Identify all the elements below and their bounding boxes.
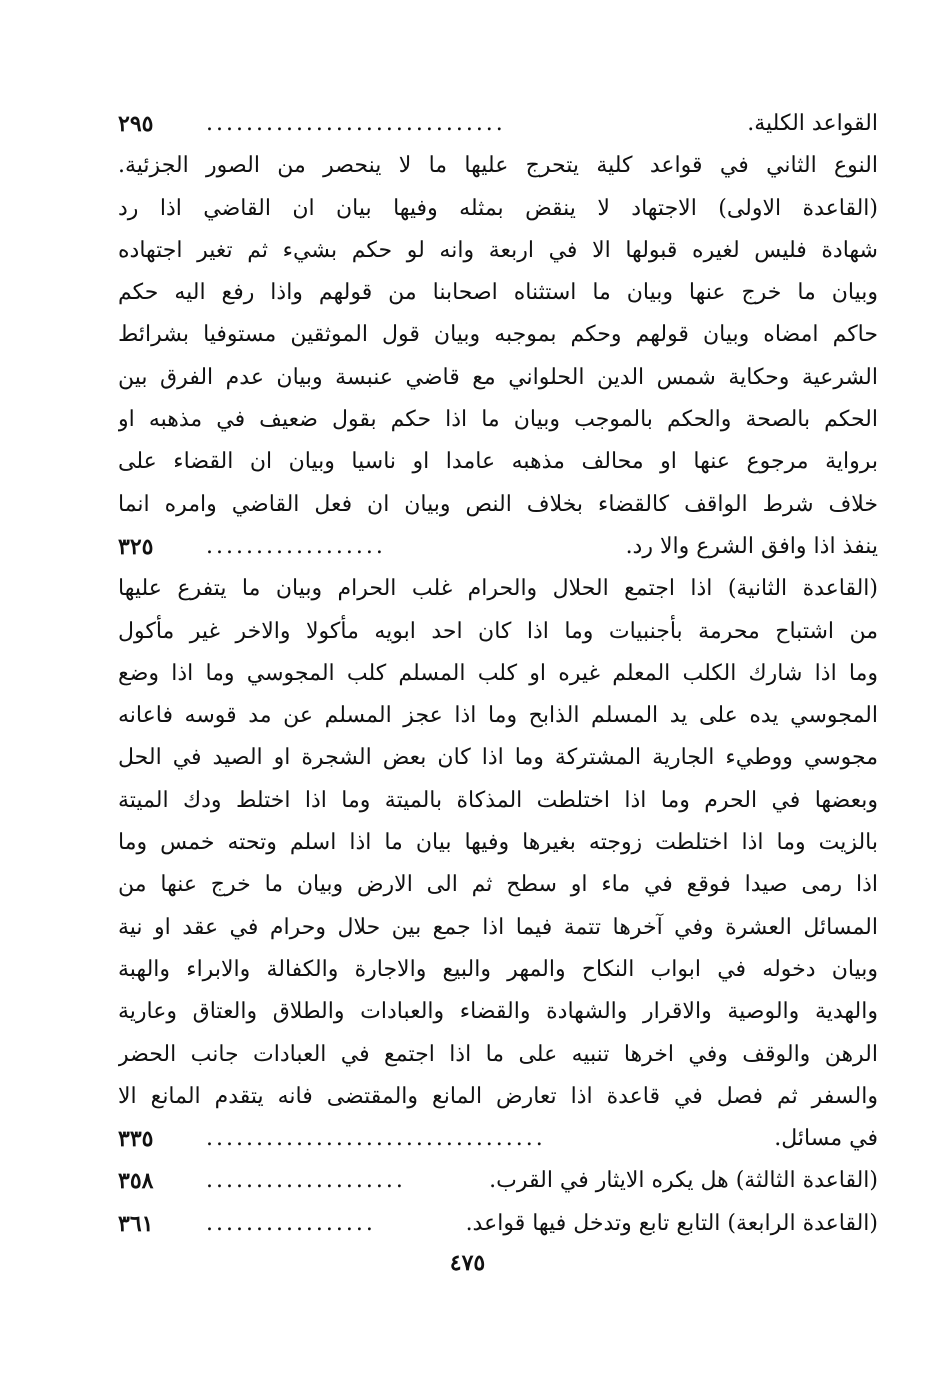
- line-text: وبعضها في الحرم وما اذا اختلطت المذكاة بالميتة وما اذا اختلط ودك الميتة: [118, 787, 878, 813]
- entry-line: [118, 907, 878, 949]
- entry-line: [118, 737, 878, 779]
- line-text: من اشتباح محرمة بأجنبيات وما اذا كان احد ابويه مأكولا والاخر غير مأكول: [118, 618, 878, 644]
- leader-dots: ....................: [206, 1168, 406, 1194]
- entry-line: [118, 1076, 878, 1118]
- entry-title: (القاعدة الثالثة) هل يكره الايثار في القرب.: [489, 1168, 878, 1194]
- toc-entry[interactable]: [118, 1118, 878, 1160]
- entry-line: [118, 399, 878, 441]
- line-text: برواية مرجوع عنها او محالف مذهبه عامدا او ناسيا وبيان ان القضاء على: [118, 449, 878, 475]
- entry-line: [118, 272, 878, 314]
- line-text: (القاعدة الاولى) الاجتهاد لا ينقض بمثله وفيها بيان ان القاضي اذا رد: [118, 195, 878, 221]
- toc-entry[interactable]: [118, 103, 878, 145]
- entry-line: [118, 314, 878, 356]
- line-text: اذا رمى صيدا فوقع في ماء او سطح ثم الى الارض وبيان ما خرج عنها من: [118, 872, 878, 898]
- leader-dots: .................: [206, 1210, 376, 1236]
- entry-line: [118, 780, 878, 822]
- entry-line: [118, 568, 878, 610]
- entry-line: [118, 822, 878, 864]
- table-of-contents: [118, 103, 878, 1245]
- line-text: بالزيت وما اذا اختلطت زوجته بغيرها وفيها بيان ما اذا اسلم وتحته خمس وما: [118, 830, 878, 856]
- entry-line: [118, 1034, 878, 1076]
- line-text: والسفر ثم فصل في قاعدة اذا تعارض المانع والمقتضى فانه يتقدم المانع الا: [118, 1083, 878, 1109]
- entry-line: [118, 695, 878, 737]
- line-text: الرهن والوقف وفي اخرها تنبيه على ما اذا اجتمع في العبادات جانب الحضر: [118, 1041, 878, 1067]
- line-text: وبيان دخوله في ابواب النكاح والمهر والبيع والاجارة والكفالة والابراء والهبة: [118, 956, 878, 982]
- line-text: الشرعية وحكاية شمس الدين الحلواني مع قاضي عنبسة وبيان عدم الفرق بين: [118, 364, 878, 390]
- line-text: خلاف شرط الواقف كالقضاء بخلاف النص وبيان ان فعل القاضي وامره انما: [118, 491, 878, 517]
- entry-line: [118, 441, 878, 483]
- entry-line: [118, 949, 878, 991]
- toc-entry[interactable]: [118, 526, 878, 568]
- page-number: ٣٥٨: [118, 1168, 154, 1195]
- line-text: والهدية والوصية والاقرار والشهادة والقضاء والعبادات والطلاق والعتاق وعارية: [118, 999, 878, 1025]
- section-heading: [118, 145, 878, 187]
- line-text: (القاعدة الثانية) اذا اجتمع الحلال والحرام غلب الحرام وبيان ما يتفرع عليها: [118, 576, 878, 602]
- page-folio-number: ٤٧٥: [449, 1250, 486, 1276]
- line-text: المجوسي يده على يد المسلم الذابح وما اذا عجز المسلم عن مد قوسه فاعانه: [118, 703, 878, 729]
- page-number: ٣٣٥: [118, 1126, 154, 1153]
- entry-last-line: ينفذ اذا وافق الشرع والا رد.: [625, 533, 878, 559]
- entry-line: [118, 188, 878, 230]
- line-text: مجوسي ووطيء الجارية المشتركة وما اذا كان بعض الشجرة او الصيد في الحل: [118, 745, 878, 771]
- line-text: حاكم امضاه وبيان قولهم وحكم بموجبه وبيان قول الموثقين مستوفيا بشرائط: [118, 322, 878, 348]
- line-text: الحكم بالصحة والحكم بالموجب وبيان ما اذا حكم بقول ضعيف في مذهبه او: [118, 407, 878, 433]
- entry-line: [118, 484, 878, 526]
- page-number: ٣٢٥: [118, 533, 154, 560]
- leader-dots: ..............................: [206, 111, 506, 136]
- line-text: شهادة فليس لغيره قبولها الا في اربعة وانه لو حكم بشيء ثم تغير اجتهاده: [118, 237, 878, 263]
- entry-line: [118, 230, 878, 272]
- line-text: وما اذا شارك الكلب المعلم غيره او كلب المسلم كلب المجوسي وما اذا وضع: [118, 660, 878, 686]
- page-number: ٣٦١: [118, 1210, 154, 1237]
- line-text: وبيان ما خرج عنها وبيان ما استثناه اصحابنا من قولهم واذا رفع اليه حكم: [118, 280, 878, 306]
- page-number: ٢٩٥: [118, 111, 154, 137]
- toc-entry[interactable]: [118, 1160, 878, 1202]
- entry-line: [118, 864, 878, 906]
- leader-dots: ..................: [206, 533, 386, 559]
- entry-line: [118, 357, 878, 399]
- toc-entry[interactable]: [118, 1203, 878, 1245]
- entry-last-line: في مسائل.: [774, 1126, 878, 1152]
- entry-line: [118, 611, 878, 653]
- entry-line: [118, 653, 878, 695]
- line-text: المسائل العشرة وفي آخرها تتمة فيما اذا جمع بين حلال وحرام في عقد او نية: [118, 914, 878, 940]
- entry-line: [118, 991, 878, 1033]
- line-text: النوع الثاني في قواعد كلية يتحرج عليها ما لا ينحصر من الصور الجزئية.: [118, 153, 878, 179]
- entry-title: (القاعدة الرابعة) التابع تابع وتدخل فيها قواعد.: [465, 1210, 878, 1236]
- entry-title: القواعد الكلية.: [747, 111, 878, 136]
- leader-dots: ..................................: [206, 1126, 546, 1152]
